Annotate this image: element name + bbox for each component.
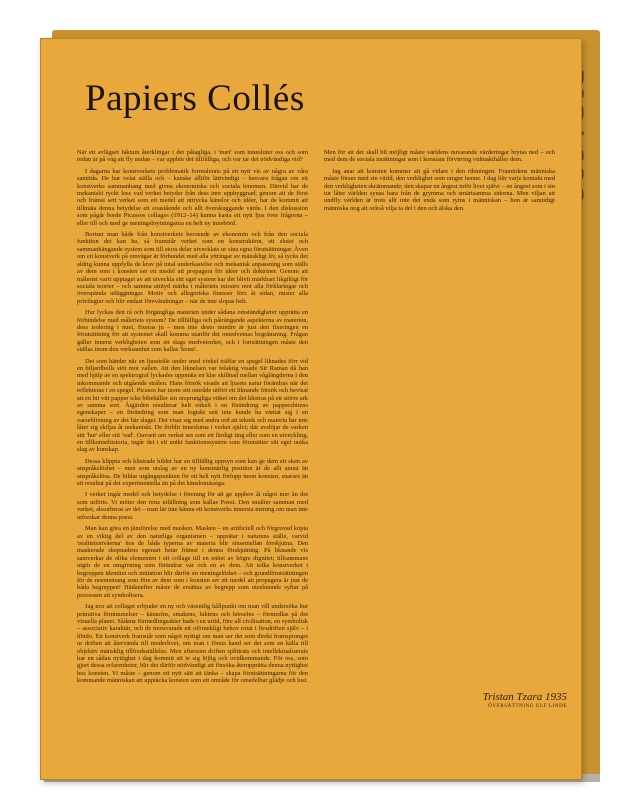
paragraph: Jag anar att konsten kommer att gå vidare i den riktningen. Framtidens människa måste förses med sin värld, den verklighet som omger henne. I dag blir varje kontakt med den verkligheten skrämmande; den skapar en ångest inför livet självt – en ångest som i sin tur låter världen synas bara från de grymma och smärtsamma sidorna. Men viljan att undfly världen är trots allt inte det enda som ryms i människan – hon är samtidigt människa nog att också vilja ta del i den och älska den. [324, 167, 555, 212]
translation-credit: ÖVERSÄTTNING ULF LINDE [488, 704, 567, 709]
booklet-page [40, 38, 582, 780]
author-signature: Tristan Tzara 1935 [482, 691, 567, 703]
page-title: Papiers Collés [85, 78, 305, 119]
paragraph: Bortser man både från konstverkets beroende av ekonomin och från den sociala funktion det kan ha, så framstår verket som en konstruktion, ett slutet och sammanhängande system som till stora delar utvecklats ur sina egna förutsättningar. Även om ett konstverk på omvägar är förbundet med alla yttringar av mänskligt liv, så tycks det aldrig kunna uppfylla de krav på total underkastelse och mekanisk anpassning som ställs av dem som i konsten ser ett medel att propagera för idéer och doktriner. Genom att måleriet varit upptaget av att utveckla sitt eget system har det blivit märkbart likgiltigt för sociala teorier – och samma attityd märks i måleriets misstro mot alla förklaringar och överspända utläggningar. Motiv och allegoriska finesser förs åt sidan, mister alla privilegier och blir endast förevändningar – när de inte slopas helt. [77, 231, 308, 305]
paragraph: När ett avlägset faktum återklingar i det påtagliga, i 'nuet' som innesluter oss och som redan är på väg att fly undan – var upphör det tillfälliga, och var tar det nödvändiga vid? [77, 149, 308, 164]
paragraph: Man kan göra en jämförelse med masken. Masken – en artificiell och förgrovad kopia av en viktig del av den naturliga organismen – upprätar i naturens ställe, varvid 'realitetsnivåerna' hos de båda typerna av materia blir sinsemellan förskjutna. Den maskerade skepnadens egenart betar främst i denna förskjutning. På liknande vis samverkar de olika elementen i ett collage till en enhet av högre dignitet; tillsammans utgör de en omgivning som förändrar var och en av dem. Att tolka konstverket i begreppen identitet och imitation blir därför en meningslöshet – och grundförutsättningen för de resonemang som förs av dem som i konsten ser ett medel att propagera är just de båda begreppen! Hädanefter måste de ersättas av begrepp som uteslutande syftar på processen att symbolisera. [77, 525, 308, 599]
paragraph: Det som händer när en ljusstråle under sned vinkel träffar en spegel liknades förr vid en biljardbolls stöt mot vallen. Att den liknelsen var felaktig visade Sir Raman då han med hjälp av en spektrograf lyckades uppmäta en klar skillnad mellan våglängderna i den inkommande och utgående strålen. Hans försök visade att ljusets natur förändras när det reflekteras i en spegel. Picasso har inom sitt område utfört ett liknande försök och bevisat att en bit vitt papper icke bibehåller sin ursprungliga vithet om det klistras på ett större ark av samma sort. Åtgärden resulterar helt enkelt i en förändring av pappersbitens egenskaper – en förändring som man logiskt sett inte kunde ha väntat sig i en varseblivning av det här slaget. Det visar sig med andra ord att teknik och materia här inte låter sig skiljas åt mekaniskt. De förblir inneslutna i verket självt; där avslöjar de varken sitt 'hur' eller sitt 'vad'. Oavsett om verket ses som ett färdigt ting eller som en utveckling, en tillkomsthistoria, ingår det i ett unikt funktionssystem som förutsätter sitt eget unika slag av kunskap. [77, 357, 308, 454]
signature-block [483, 691, 567, 709]
paragraph: Dessa klippta och klistrade bilder har en tillfällig uppsyn som kan ge dem ett sken av anspråkslöshet – men som utslag av en ny konstnärlig position är de allt annat än anspråkslösa. De bildar utgångspunkten för ett helt nytt förlopp inom konsten, snarare än ett resultat på det experimentella än på det känslomässiga. [77, 457, 308, 488]
paragraph: I verket ingår medel och betydelse i förening för att ge upphov åt något mer än det som utförts. Vi möter den rena utfällning som kallas Poesi. Den smälter samman med verket, absorberas av det – man lär inte känna ett konstverks innersta mening om man inte utforskar denna poesi. [77, 491, 308, 521]
paragraph: Hur lyckas den rå och förgängliga materien under sådana omständigheter upprätta en förbindelse med måleriets system? De tillfälliga och påträngande aspekterna av materien, dess isolering i nuet, fixeras ju – men inte desto mindre är just den fixeringen en förutsättning för att systemet skall komma utanför det omedvetnas begränsning. Frågan gäller innerst verkligheten som ett slags medvetenhet, och i fortsättningen måste den ställas inom den verksamhet som kallas 'konst'. [77, 309, 308, 354]
paragraph: I dagarna har konstverkets problematik formulerats på ett nytt vis av några av våra samtida. De har velat ställa och – kanske alltför lättvindigt – besvara frågan om ett konstverks sammanhang med givna ekonomiska och sociala fenomen. Därvid har de mekaniskt ryckt loss vad verket betyder från dess inre uppbyggnad; genom att de först och främst sett verket som ett medel att uttrycka känslor och idéer, har de kommit att tillmäta denna betydelse ett enastående och allt överskuggande värde. I den diskussion som pågår borde Picassos collages (1912–14) kunna kasta ett nytt ljus över frågorna – eller till och med ge meningsbrytningarna en helt ny innebörd. [77, 167, 308, 227]
article-body [77, 149, 555, 689]
paragraph: Jag tror att collaget erbjuder en ny och väsentlig hållpunkt om man vill undersöka hur primitiva förnimmelser – känselns, smakens, luktens och hörselns – förmedlas på det visuella planet. Sådana förmedlingsakter hade i en urtid, före all civilisation, en symbolisk – associativ karaktär, och de motsvarade ett oförnekligt behov rotat i livsdriften själv – i libido. Ett konstverk framstår som något nyttigt om man ser det som direkt framsprunget ur driften att återvända till moderlivet, om man i första hand ser det som en källa till objektiv mänsklig tillfredsställelse. Men eftersom driften splittrats och intellektualiserats har en sådan nyttighet i dag kommit att te sig löjlig och ovidkommande. För oss, som gjort dessa erfarenheter, blir det därför nödvändigt att försöka återupprätta denna nyttighet hos konsten. Vi måste – genom ett nytt sätt att tänka – skapa förutsättningarna för den kommande människan att upptäcka konsten som ett område för omedelbar glädje och lust. Men för att det skall bli möjligt måste världens nuvarande värderingar brytas ned – och med dem de sociala inrättningar som i konstant förvirring vidmakthåller dem. [77, 149, 555, 685]
